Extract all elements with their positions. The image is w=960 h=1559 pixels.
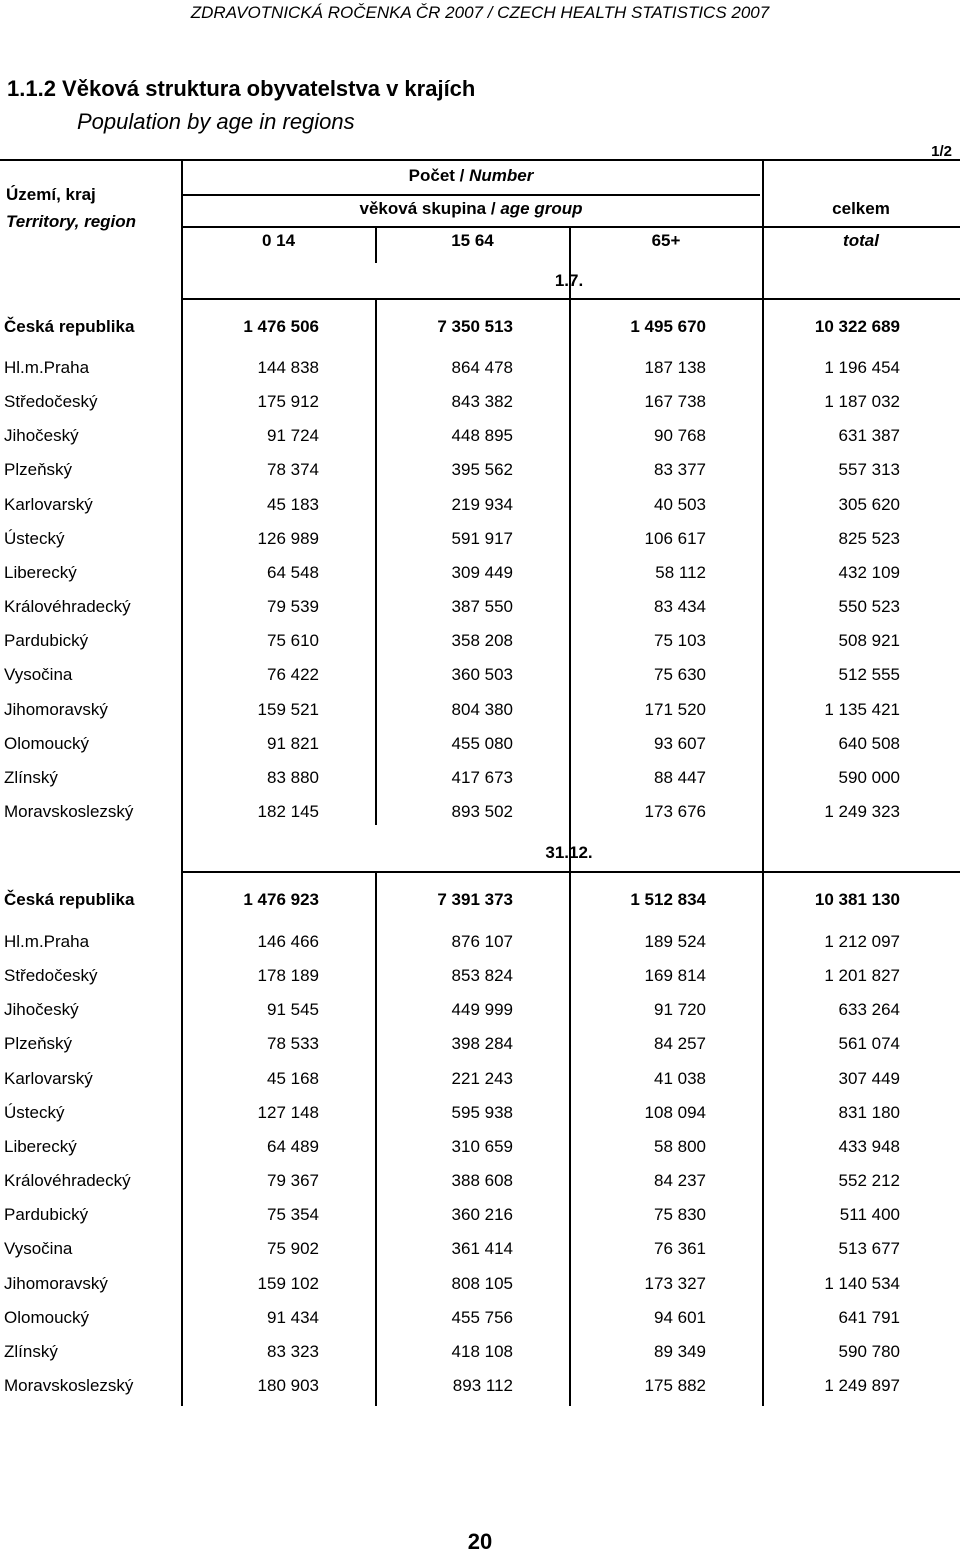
table-row [0,524,960,554]
cell-65plus: 94 601 [654,1308,706,1327]
cell-total: 631 387 [838,426,900,445]
cell-15-64: 595 938 [451,1103,513,1122]
cell-65plus: 173 676 [644,802,706,821]
cell-total: 433 948 [838,1137,900,1156]
cell-15-64: 219 934 [451,495,513,514]
cell-0-14: 79 539 [267,597,319,616]
territory-label-en: Territory, region [6,212,137,231]
table-row [0,1098,960,1128]
row-name: Středočeský [4,966,98,985]
table-row [0,1166,960,1196]
cell-65plus: 106 617 [644,529,706,548]
cell-15-64: 876 107 [451,932,513,951]
cell-0-14: 1 476 923 [243,890,319,909]
table-row [0,927,960,957]
cell-total: 513 677 [838,1239,900,1258]
cell-0-14: 83 880 [267,768,319,787]
row-name: Ústecký [4,529,65,548]
cell-65plus: 175 882 [644,1376,706,1395]
cell-0-14: 178 189 [257,966,319,985]
table-row-total [0,312,960,342]
row-name: Česká republika [4,890,135,909]
cell-15-64: 7 350 513 [437,317,513,336]
row-name: Hl.m.Praha [4,358,90,377]
cell-0-14: 144 838 [257,358,319,377]
table-row [0,995,960,1025]
cell-0-14: 75 902 [267,1239,319,1258]
cell-65plus: 75 103 [654,631,706,650]
cell-65plus: 58 112 [655,563,706,582]
row-name: Jihomoravský [4,700,108,719]
table-row [0,387,960,417]
cell-15-64: 360 216 [451,1205,513,1224]
count-header: Počet / Number [408,166,534,185]
table-row [0,660,960,690]
page-indicator: 1/2 [931,143,952,160]
table-row [0,592,960,622]
cell-65plus: 108 094 [644,1103,706,1122]
total-header-cs: celkem [832,199,890,218]
cell-0-14: 127 148 [257,1103,319,1122]
cell-15-64: 853 824 [451,966,513,985]
table-row [0,1132,960,1162]
section-date-label: 31.12. [545,843,593,862]
section-date-label: 1.7. [554,271,584,290]
cell-total: 550 523 [838,597,900,616]
cell-0-14: 64 548 [267,563,319,582]
table-row [0,729,960,759]
row-name: Zlínský [4,768,58,787]
cell-total: 1 249 897 [824,1376,900,1395]
cell-65plus: 189 524 [644,932,706,951]
cell-total: 10 381 130 [814,890,900,909]
row-name: Česká republika [4,317,135,336]
table-row [0,353,960,383]
table-row [0,1303,960,1333]
cell-0-14: 159 521 [257,700,319,719]
territory-label-cs: Území, kraj [6,185,96,204]
cell-15-64: 893 112 [452,1376,513,1395]
cell-total: 1 249 323 [824,802,900,821]
cell-65plus: 58 800 [654,1137,706,1156]
cell-0-14: 45 183 [267,495,319,514]
total-header-en: total [843,231,879,250]
cell-total: 590 780 [838,1342,900,1361]
section-divider-rule [182,871,960,873]
row-name: Zlínský [4,1342,58,1361]
cell-0-14: 91 821 [267,734,319,753]
cell-0-14: 1 476 506 [243,317,319,336]
cell-total: 831 180 [838,1103,900,1122]
cell-0-14: 64 489 [267,1137,319,1156]
agegroup-header: věková skupina / age group [359,199,583,218]
row-name: Královéhradecký [4,1171,131,1190]
cell-0-14: 75 354 [267,1205,319,1224]
cell-0-14: 146 466 [257,932,319,951]
table-row [0,455,960,485]
row-name: Plzeňský [4,460,73,479]
col-header-65plus: 65+ [651,231,681,250]
cell-65plus: 75 830 [654,1205,706,1224]
table-row [0,1269,960,1299]
table-row [0,961,960,991]
cell-15-64: 449 999 [451,1000,513,1019]
cell-15-64: 843 382 [451,392,513,411]
cell-15-64: 455 756 [451,1308,513,1327]
cell-0-14: 91 545 [267,1000,319,1019]
table-row [0,1371,960,1401]
cell-0-14: 159 102 [257,1274,319,1293]
cell-0-14: 91 434 [267,1308,319,1327]
cell-65plus: 75 630 [654,665,706,684]
cell-15-64: 387 550 [451,597,513,616]
cell-0-14: 91 724 [267,426,319,445]
cell-0-14: 182 145 [257,802,319,821]
table-row [0,558,960,588]
col-header-0-14: 0 14 [261,231,296,250]
cell-15-64: 455 080 [451,734,513,753]
cell-65plus: 88 447 [654,768,706,787]
table-row [0,1200,960,1230]
header-count-rule [182,194,760,196]
cell-total: 1 196 454 [824,358,900,377]
table-row [0,1337,960,1367]
table-row [0,797,960,827]
header-bottom-rule [182,298,960,300]
row-name: Olomoucký [4,734,90,753]
cell-total: 512 555 [838,665,900,684]
cell-65plus: 41 038 [654,1069,706,1088]
cell-15-64: 804 380 [451,700,513,719]
table-row [0,626,960,656]
cell-total: 1 187 032 [824,392,900,411]
cell-total: 511 400 [839,1205,900,1224]
cell-0-14: 78 374 [267,460,319,479]
cell-15-64: 7 391 373 [437,890,513,909]
table-row [0,421,960,451]
cell-15-64: 398 284 [451,1034,513,1053]
cell-0-14: 126 989 [257,529,319,548]
header-top-rule [0,159,960,161]
table-row-total [0,885,960,915]
row-name: Liberecký [4,1137,77,1156]
cell-0-14: 79 367 [267,1171,319,1190]
page-number: 20 [467,1529,493,1554]
cell-total: 1 135 421 [824,700,900,719]
cell-0-14: 78 533 [267,1034,319,1053]
cell-65plus: 83 377 [654,460,706,479]
row-name: Olomoucký [4,1308,90,1327]
cell-15-64: 893 502 [451,802,513,821]
cell-15-64: 448 895 [451,426,513,445]
cell-65plus: 187 138 [644,358,706,377]
row-name: Pardubický [4,1205,89,1224]
cell-total: 641 791 [838,1308,900,1327]
cell-total: 633 264 [838,1000,900,1019]
cell-15-64: 361 414 [451,1239,513,1258]
cell-65plus: 84 237 [654,1171,706,1190]
cell-65plus: 84 257 [654,1034,706,1053]
cell-0-14: 83 323 [267,1342,319,1361]
cell-15-64: 388 608 [451,1171,513,1190]
table-row [0,1029,960,1059]
cell-15-64: 358 208 [451,631,513,650]
row-name: Královéhradecký [4,597,131,616]
cell-65plus: 1 495 670 [630,317,706,336]
table-row [0,1064,960,1094]
cell-65plus: 83 434 [654,597,706,616]
cell-total: 1 212 097 [824,932,900,951]
cell-65plus: 89 349 [654,1342,706,1361]
cell-65plus: 171 520 [644,700,706,719]
cell-total: 1 201 827 [824,966,900,985]
cell-total: 10 322 689 [814,317,900,336]
col-header-15-64: 15 64 [451,231,494,250]
cell-65plus: 76 361 [654,1239,706,1258]
running-header: ZDRAVOTNICKÁ ROČENKA ČR 2007 / CZECH HEALTH STATISTICS 2007 [190,3,770,22]
table-row [0,490,960,520]
cell-0-14: 45 168 [267,1069,319,1088]
cell-15-64: 221 243 [451,1069,513,1088]
cell-65plus: 40 503 [654,495,706,514]
row-name: Moravskoslezský [4,1376,134,1395]
table-row [0,695,960,725]
row-name: Plzeňský [4,1034,73,1053]
cell-total: 508 921 [838,631,900,650]
row-name: Středočeský [4,392,98,411]
cell-total: 305 620 [838,495,900,514]
cell-total: 557 313 [838,460,900,479]
table-row [0,763,960,793]
cell-65plus: 169 814 [644,966,706,985]
cell-total: 552 212 [838,1171,900,1190]
cell-15-64: 309 449 [451,563,513,582]
cell-65plus: 90 768 [654,426,706,445]
header-agegroup-rule [182,226,960,228]
cell-total: 640 508 [838,734,900,753]
table-row [0,1234,960,1264]
row-name: Vysočina [4,1239,73,1258]
cell-0-14: 76 422 [267,665,319,684]
row-name: Karlovarský [4,1069,93,1088]
cell-15-64: 360 503 [451,665,513,684]
cell-15-64: 864 478 [451,358,513,377]
cell-15-64: 417 673 [451,768,513,787]
row-name: Moravskoslezský [4,802,134,821]
row-name: Jihočeský [4,426,79,445]
cell-0-14: 75 610 [267,631,319,650]
row-name: Liberecký [4,563,77,582]
cell-65plus: 93 607 [654,734,706,753]
row-name: Jihočeský [4,1000,79,1019]
row-name: Vysočina [4,665,73,684]
row-name: Karlovarský [4,495,93,514]
table-title-english: Population by age in regions [77,109,355,134]
cell-65plus: 173 327 [644,1274,706,1293]
cell-65plus: 167 738 [644,392,706,411]
cell-15-64: 591 917 [451,529,513,548]
row-name: Jihomoravský [4,1274,108,1293]
cell-total: 432 109 [838,563,900,582]
cell-0-14: 180 903 [257,1376,319,1395]
cell-total: 561 074 [838,1034,900,1053]
cell-total: 825 523 [838,529,900,548]
table-title-czech: 1.1.2 Věková struktura obyvatelstva v krajích [7,76,476,101]
cell-15-64: 395 562 [451,460,513,479]
cell-total: 1 140 534 [824,1274,900,1293]
cell-15-64: 808 105 [451,1274,513,1293]
cell-total: 590 000 [838,768,900,787]
cell-15-64: 418 108 [451,1342,513,1361]
cell-65plus: 1 512 834 [630,890,706,909]
cell-0-14: 175 912 [257,392,319,411]
row-name: Pardubický [4,631,89,650]
cell-15-64: 310 659 [451,1137,513,1156]
row-name: Ústecký [4,1103,65,1122]
cell-65plus: 91 720 [654,1000,706,1019]
row-name: Hl.m.Praha [4,932,90,951]
cell-total: 307 449 [838,1069,900,1088]
